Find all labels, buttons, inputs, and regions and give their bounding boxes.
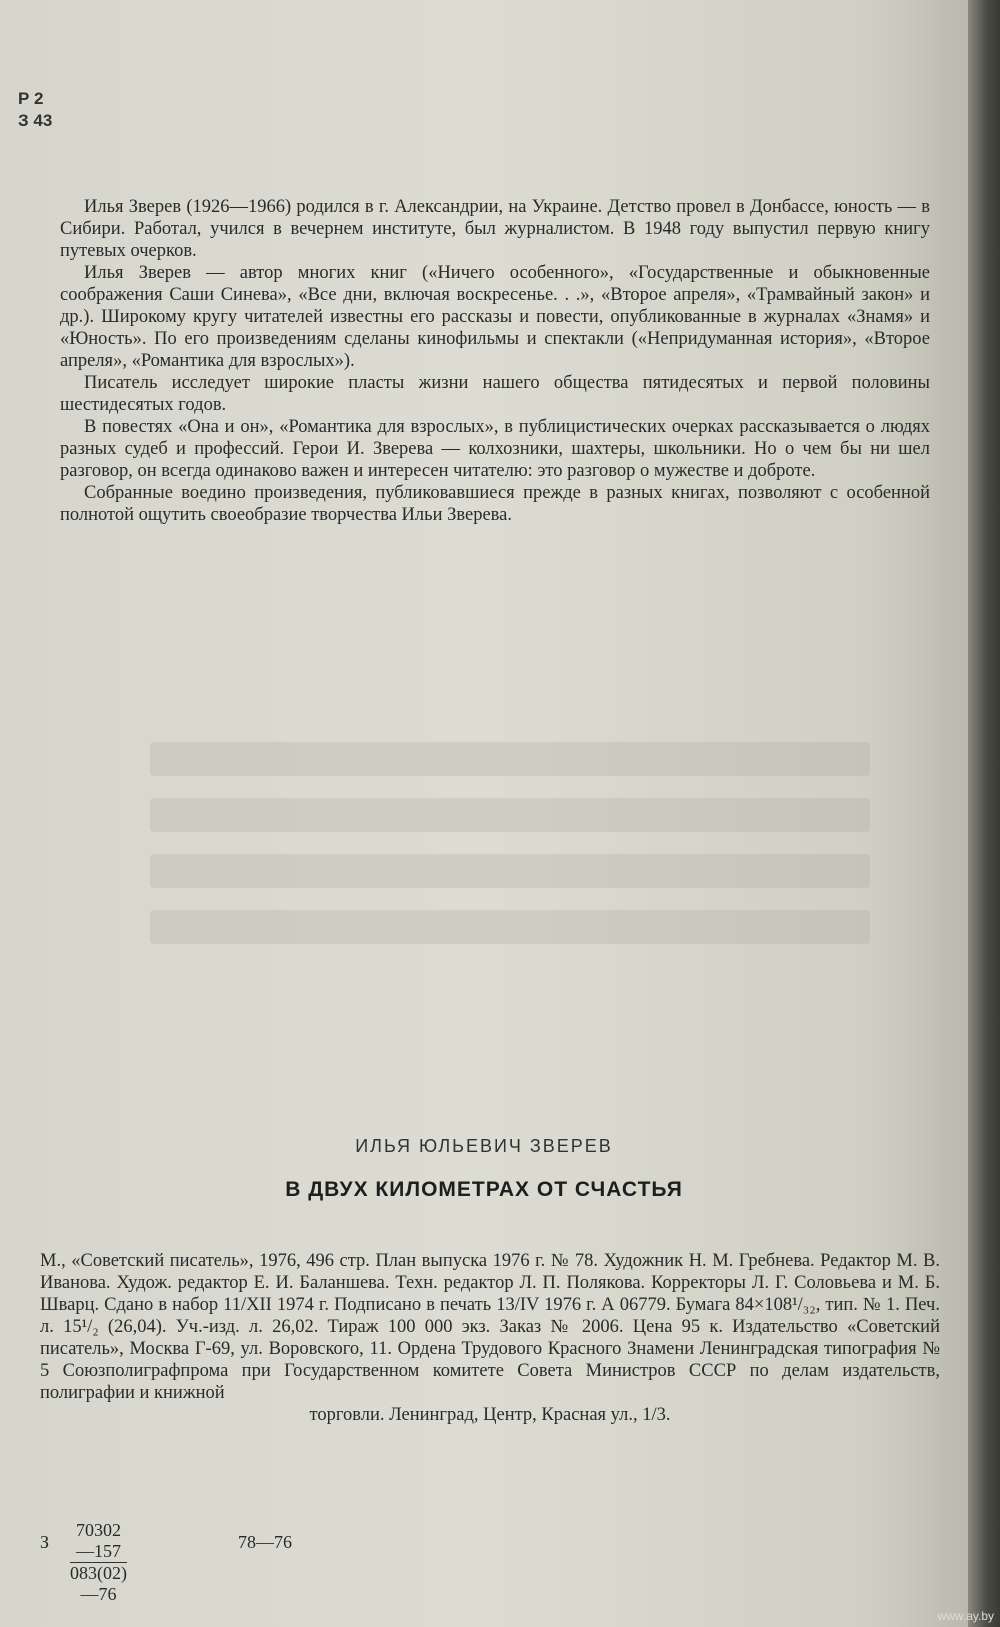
code-letter: З [40,1532,50,1552]
page-edge [968,0,1000,1627]
annotation-paragraph: Собранные воедино произведения, публиковавшиеся прежде в разных книгах, позволяют с особенной полнотой ощутить своеобразие творчества Ильи Зверева. [60,483,930,525]
code-suffix: 78—76 [238,1532,292,1552]
code-fraction [70,1520,127,1605]
book-title: В ДВУХ КИЛОМЕТРАХ ОТ СЧАСТЬЯ [285,1178,683,1201]
imprint-body: М., «Советский писатель», 1976, 496 стр. План выпуска 1976 г. № 78. Художник Н. М. Гребнева. Редактор М. В. Иванова. Худож. редактор Е. И. Баланшева. Техн. редактор Л. П. Полякова. Корректоры Л. Г. Соловьева и М. Б. Шварц. Сдано в набор 11/XII 1974 г. Подписано в печать 13/IV 1976 г. А 06779. Бумага 84×108¹/₃₂, тип. № 1. Печ. л. 15¹/₂ (26,04). Уч.-изд. л. 26,02. Тираж 100 000 экз. Заказ № 2006. Цена 95 к. Издательство «Советский писатель», Москва Г-69, ул. Воровского, 11. Ордена Трудового Красного Знамени Ленинградская типография № 5 Союзполиграфпрома при Государственном комитете Совета Министров СССР по делам издательств, полиграфии и книжной [40,1251,940,1403]
annotation [60,196,930,526]
imprint-last-line: торговли. Ленинград, Центр, Красная ул., 1/3. [309,1405,671,1425]
watermark: www.ay.by [937,1609,994,1623]
annotation-paragraph: Илья Зверев (1926—1966) родился в г. Александрии, на Украине. Детство провел в Донбассе, юность — в Сибири. Работал, учился в вечернем институте, был журналистом. В 1948 году выпустил первую книгу путевых очерков. [60,197,930,261]
annotation-paragraph: Илья Зверев — автор многих книг («Ничего особенного», «Государственные и обыкновенные соображения Саши Синева», «Все дни, включая воскресенье. . .», «Второе апреля», «Трамвайный закон» и др.). Широкому кругу читателей известны его рассказы и повести, опубликованные в журналах «Знамя» и «Юность». По его произведениям сделаны кинофильмы и спектакли («Непридуманная история», «Второе апреля», «Романтика для взрослых»). [60,263,930,371]
show-through-print [150,720,870,1040]
imprint [40,1250,940,1426]
code-numerator: 70302—157 [70,1520,127,1563]
index-code: З 43 [18,111,53,130]
author-name: ИЛЬЯ ЮЛЬЕВИЧ ЗВЕРЕВ [355,1136,613,1156]
classification-index [18,88,52,132]
index-code: Р 2 [18,89,44,108]
annotation-paragraph: В повестях «Она и он», «Романтика для взрослых», в публицистических очерках рассказывается о людях разных судеб и профессий. Герои И. Зверева — колхозники, шахтеры, школьники. Но о чем бы ни шел разговор, он всегда одинаково важен и интересен читателю: это разговор о мужестве и доброте. [60,417,930,481]
annotation-paragraph: Писатель исследует широкие пласты жизни нашего общества пятидесятых и первой половины шестидесятых годов. [60,373,930,415]
code-denominator: 083(02)—76 [70,1563,127,1604]
